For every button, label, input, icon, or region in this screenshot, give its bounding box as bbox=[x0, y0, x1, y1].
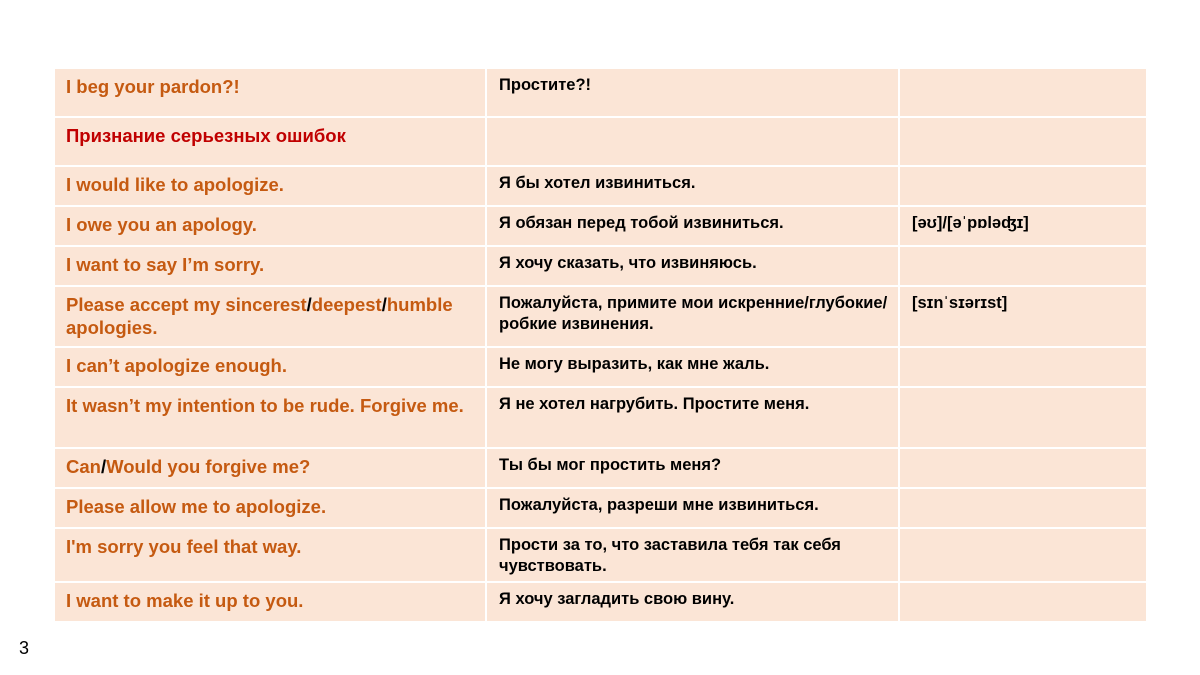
transcription: [sɪnˈsɪərɪst] bbox=[900, 287, 1146, 348]
slash-separator: / bbox=[100, 456, 107, 477]
english-phrase: It wasn’t my intention to be rude. Forgive me. bbox=[55, 388, 487, 449]
table-row bbox=[55, 489, 1146, 529]
russian-translation: Я обязан перед тобой извиниться. bbox=[487, 207, 900, 247]
russian-translation: Прости за то, что заставила тебя так себя чувствовать. bbox=[487, 529, 900, 583]
table-row bbox=[55, 118, 1146, 167]
phrase-part: Please accept my sincerest bbox=[66, 294, 307, 315]
phrase-table-body bbox=[55, 69, 1146, 623]
table-row bbox=[55, 167, 1146, 207]
russian-translation: Пожалуйста, примите мои искренние/глубокие/робкие извинения. bbox=[487, 287, 900, 348]
russian-translation: Я бы хотел извиниться. bbox=[487, 167, 900, 207]
table-row bbox=[55, 583, 1146, 623]
slash-separator: / bbox=[381, 294, 387, 315]
transcription bbox=[900, 388, 1146, 449]
english-phrase: I want to make it up to you. bbox=[55, 583, 487, 623]
english-phrase: I would like to apologize. bbox=[55, 167, 487, 207]
russian-translation: Пожалуйста, разреши мне извиниться. bbox=[487, 489, 900, 529]
english-phrase bbox=[55, 449, 487, 489]
table-row bbox=[55, 388, 1146, 449]
table-row bbox=[55, 69, 1146, 118]
english-phrase: I beg your pardon?! bbox=[55, 69, 487, 118]
english-phrase: I can’t apologize enough. bbox=[55, 348, 487, 388]
slash-separator: / bbox=[306, 294, 312, 315]
russian-translation: Я не хотел нагрубить. Простите меня. bbox=[487, 388, 900, 449]
english-phrase: I want to say I’m sorry. bbox=[55, 247, 487, 287]
transcription bbox=[900, 489, 1146, 529]
transcription bbox=[900, 348, 1146, 388]
transcription bbox=[900, 529, 1146, 583]
transcription bbox=[900, 118, 1146, 167]
russian-translation: Я хочу загладить свою вину. bbox=[487, 583, 900, 623]
table-row bbox=[55, 287, 1146, 348]
table-row bbox=[55, 529, 1146, 583]
phrase-part: Would you forgive me? bbox=[106, 456, 311, 477]
transcription bbox=[900, 449, 1146, 489]
transcription bbox=[900, 247, 1146, 287]
english-phrase bbox=[55, 287, 487, 348]
russian-translation: Простите?! bbox=[487, 69, 900, 118]
phrase-part: humble apologies. bbox=[66, 294, 453, 338]
table-row bbox=[55, 207, 1146, 247]
table-row bbox=[55, 449, 1146, 489]
russian-translation: Ты бы мог простить меня? bbox=[487, 449, 900, 489]
english-phrase: Please allow me to apologize. bbox=[55, 489, 487, 529]
phrase-table bbox=[55, 69, 1146, 623]
transcription bbox=[900, 69, 1146, 118]
table-row bbox=[55, 247, 1146, 287]
russian-translation: Я хочу сказать, что извиняюсь. bbox=[487, 247, 900, 287]
phrase-part: Can bbox=[66, 456, 101, 477]
russian-translation bbox=[487, 118, 900, 167]
transcription bbox=[900, 167, 1146, 207]
english-phrase: I'm sorry you feel that way. bbox=[55, 529, 487, 583]
english-phrase: I owe you an apology. bbox=[55, 207, 487, 247]
table-row bbox=[55, 348, 1146, 388]
page-number: 3 bbox=[19, 638, 30, 658]
section-heading: Признание серьезных ошибок bbox=[55, 118, 487, 167]
russian-translation: Не могу выразить, как мне жаль. bbox=[487, 348, 900, 388]
transcription: [əʊ]/[əˈpɒləʤɪ] bbox=[900, 207, 1146, 247]
phrase-part: deepest bbox=[311, 294, 382, 315]
transcription bbox=[900, 583, 1146, 623]
